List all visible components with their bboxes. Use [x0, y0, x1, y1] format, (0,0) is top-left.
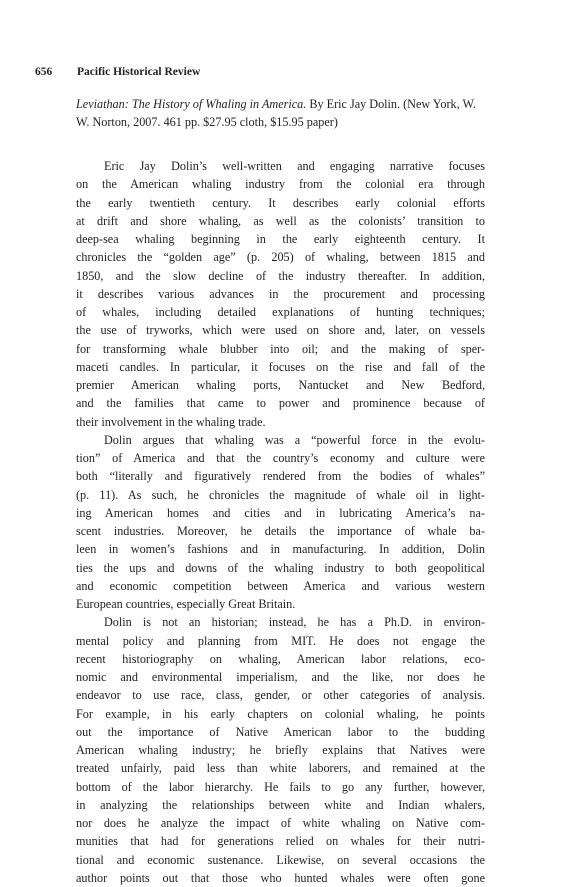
text-line: deep-sea whaling beginning in the early eighteenth century. It — [76, 232, 485, 246]
text-line: at drift and shore whaling, as well as the colonists’ transition to — [76, 213, 485, 228]
book-details: By Eric Jay Dolin. (New York, W. W. Norton, 2007. 461 pp. $27.95 cloth, $15.95 paper) — [76, 97, 476, 129]
text-line: ing American homes and cities and in lubricating America’s na- — [76, 505, 485, 520]
text-line: and economic competition between America and various western — [76, 578, 485, 593]
review-body — [76, 157, 485, 887]
text-line: it describes various advances in the procurement and processing — [76, 286, 485, 301]
text-line: ties the ups and downs of the whaling industry to both geopolitical — [76, 560, 485, 575]
text-line: bottom of the labor hierarchy. He fails to go any further, however, — [76, 779, 485, 794]
text-line: Eric Jay Dolin’s well-written and engaging narrative focuses — [104, 159, 485, 173]
text-line: maceti candles. In particular, it focuses on the rise and fall of the — [76, 359, 485, 374]
text-line: Dolin argues that whaling was a “powerful force in the evolu- — [104, 432, 485, 447]
text-line: recent historiography on whaling, American labor relations, eco- — [76, 651, 485, 666]
text-line: For example, in his early chapters on colonial whaling, he points — [76, 706, 485, 721]
text-line: leen in women’s fashions and in manufacturing. In addition, Dolin — [76, 542, 485, 557]
text-line: the use of tryworks, which were used on shore and, later, on vessels — [76, 323, 485, 338]
text-line: Dolin is not an historian; instead, he has a Ph.D. in environ- — [104, 615, 485, 630]
text-line: munities that had for generations relied on whales for their nutri- — [76, 834, 485, 849]
text-line: 1850, and the slow decline of the industry thereafter. In addition, — [76, 268, 485, 283]
text-line: of whales, including detailed explanations of hunting techniques; — [76, 305, 485, 319]
text-line: tional and economic sustenance. Likewise, on several occasions the — [76, 852, 485, 867]
text-line: (p. 11). As such, he chronicles the magnitude of whale oil in light- — [76, 487, 485, 502]
text-line: endeavor to use race, class, gender, or other categories of analysis. — [76, 688, 485, 703]
running-head — [35, 66, 200, 78]
text-line: on the American whaling industry from the colonial era through — [76, 177, 485, 192]
text-line: chronicles the “golden age” (p. 205) of whaling, between 1815 and — [76, 250, 485, 265]
text-line: author points out that those who hunted whales were often gone — [76, 870, 485, 885]
text-line: out the importance of Native American labor to the budding — [76, 724, 485, 739]
review-citation — [76, 95, 486, 131]
paragraph-1 — [76, 157, 485, 431]
text-line: scent industries. Moreover, he details the importance of whale ba- — [76, 524, 485, 538]
book-title: Leviathan: The History of Whaling in America. — [76, 97, 307, 111]
text-line: nor does he analyze the impact of white whaling on Native com- — [76, 816, 485, 830]
journal-title: Pacific Historical Review — [77, 66, 201, 78]
text-line: mental policy and planning from MIT. He does not engage the — [76, 633, 485, 648]
text-line: treated unfairly, paid less than white laborers, and remained at the — [76, 761, 485, 776]
text-line: premier American whaling ports, Nantucket and New Bedford, — [76, 378, 485, 392]
text-line: the early twentieth century. It describes early colonial efforts — [76, 195, 485, 210]
text-line: their involvement in the whaling trade. — [76, 414, 266, 429]
page-number: 656 — [35, 66, 53, 78]
text-line: and the families that came to power and prominence because of — [76, 396, 485, 411]
text-line: in analyzing the relationships between white and Indian whalers, — [76, 797, 485, 812]
paragraph-3 — [76, 613, 485, 887]
text-line: American whaling industry; he briefly explains that Natives were — [76, 743, 485, 757]
text-line: both “literally and figuratively rendered from the bodies of whales” — [76, 469, 485, 484]
paragraph-2 — [76, 431, 485, 614]
text-line: tion” of America and that the country’s economy and culture were — [76, 451, 485, 465]
text-line: nomic and environmental imperialism, and the like, nor does he — [76, 670, 485, 684]
text-line: European countries, especially Great Britain. — [76, 597, 296, 611]
text-line: for transforming whale blubber into oil; and the making of sper- — [76, 341, 485, 356]
